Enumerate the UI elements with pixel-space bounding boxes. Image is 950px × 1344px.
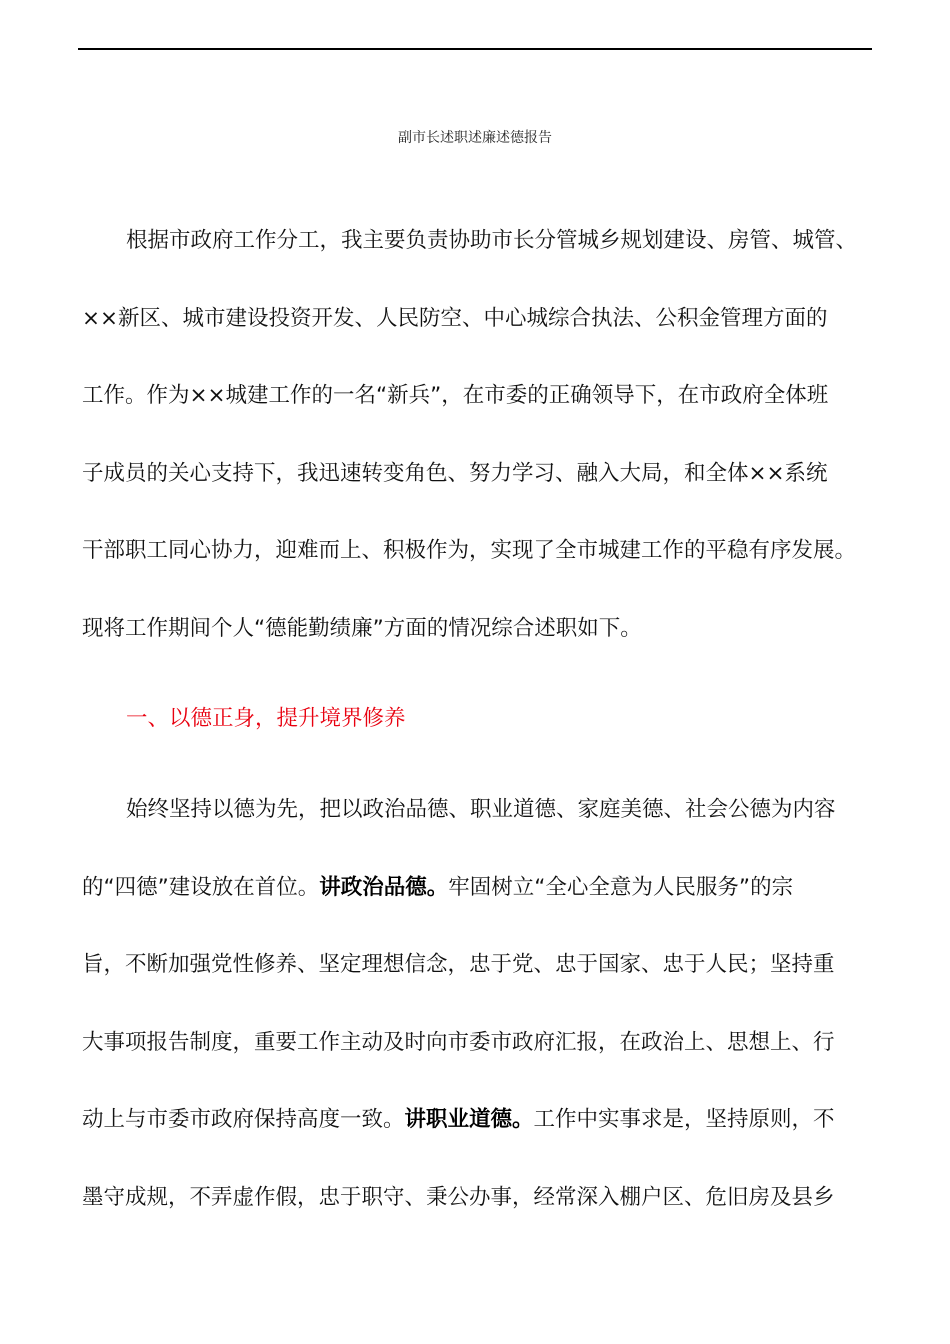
body-line: 墨守成规，不弄虚作假，忠于职守、秉公办事，经常深入棚户区、危旧房及县乡	[82, 1184, 835, 1210]
body-text: 工作中实事求是，坚持原则，不	[533, 1107, 835, 1133]
bold-subheading: 讲政治品德。	[319, 874, 449, 900]
body-text: 的“四德”建设放在首位。	[82, 874, 320, 900]
document-title: 副市长述职述廉述德报告	[398, 130, 552, 146]
bold-subheading: 讲职业道德。	[404, 1107, 534, 1133]
body-paragraph	[82, 771, 882, 1237]
body-line: 始终坚持以德为先，把以政治品德、职业道德、家庭美德、社会公德为内容	[126, 797, 836, 822]
body-line: 旨，不断加强党性修养、坚定理想信念，忠于党、忠于国家、忠于人民；坚持重	[82, 952, 835, 978]
header-rule	[78, 48, 872, 50]
body-text: 动上与市委市政府保持高度一致。	[82, 1107, 405, 1133]
body-line: 大事项报告制度，重要工作主动及时向市委市政府汇报，在政治上、思想上、行	[82, 1029, 835, 1055]
body-text: 牢固树立“全心全意为人民服务”的宗	[448, 874, 794, 900]
intro-line: 根据市政府工作分工，我主要负责协助市长分管城乡规划建设、房管、城管、	[126, 228, 858, 253]
intro-paragraph	[82, 202, 882, 668]
intro-line: 干部职工同心协力，迎难而上、积极作为，实现了全市城建工作的平稳有序发展。	[82, 538, 857, 564]
section-heading: 一、以德正身，提升境界修养	[126, 706, 406, 731]
body-line	[82, 849, 882, 927]
intro-line: 子成员的关心支持下，我迅速转变角色、努力学习、融入大局，和全体××系统	[82, 460, 828, 486]
intro-line: 现将工作期间个人“德能勤绩廉”方面的情况综合述职如下。	[82, 615, 642, 641]
intro-line: ××新区、城市建设投资开发、人民防空、中心城综合执法、公积金管理方面的	[82, 305, 828, 331]
intro-line: 工作。作为××城建工作的一名“新兵”，在市委的正确领导下，在市政府全体班	[82, 383, 829, 409]
body-line	[82, 1081, 882, 1159]
